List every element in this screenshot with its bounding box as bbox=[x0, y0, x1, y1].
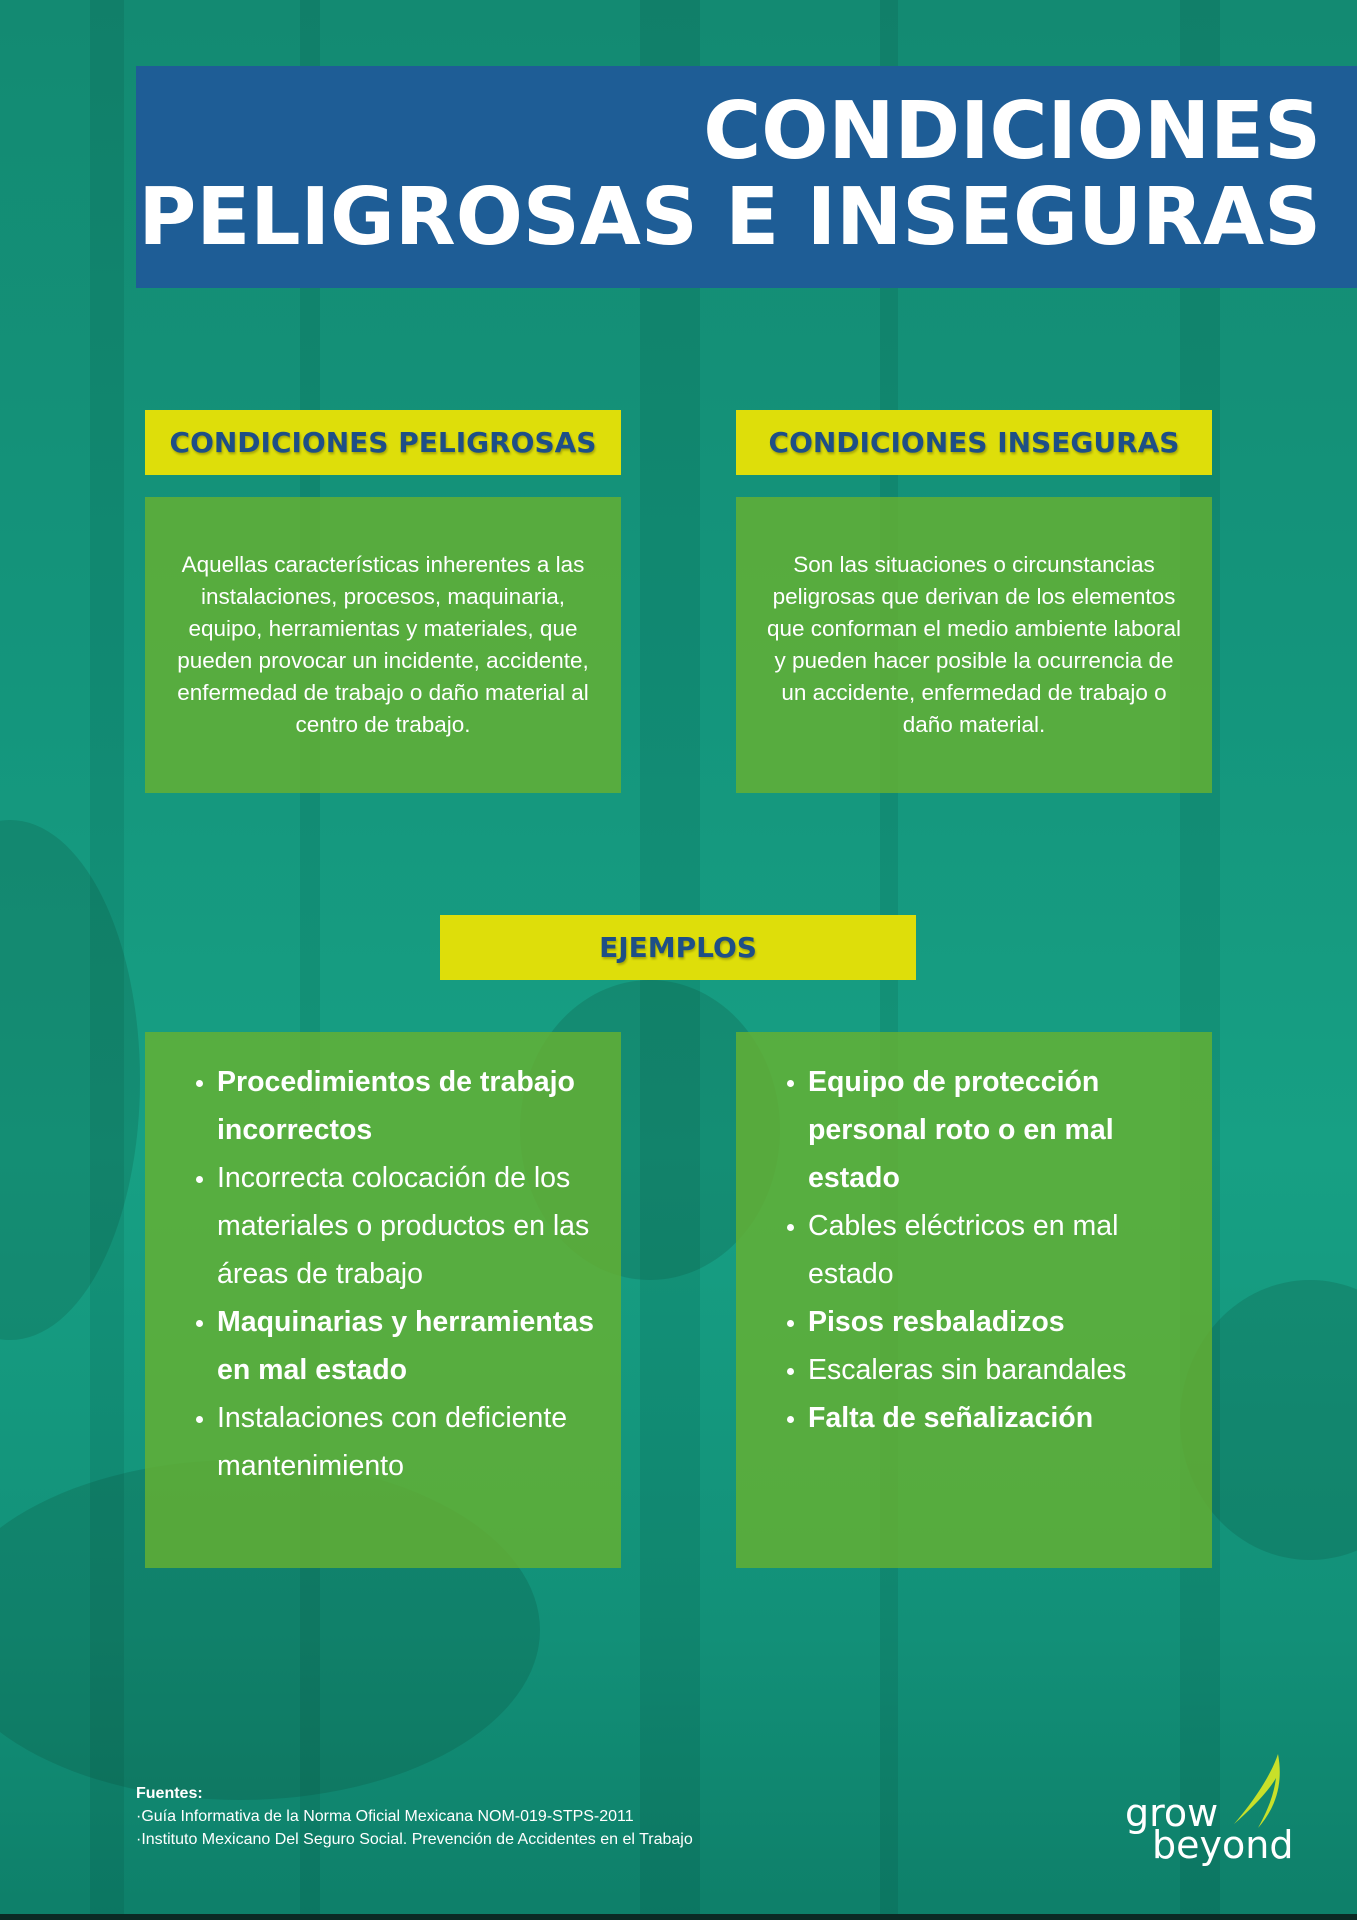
leaf-brush-icon bbox=[1228, 1752, 1288, 1832]
example-item: • Falta de señalización bbox=[808, 1394, 1202, 1442]
definition-peligrosas bbox=[145, 497, 621, 793]
examples-inseguras-list bbox=[776, 1058, 1202, 1442]
examples-peligrosas bbox=[145, 1032, 621, 1568]
sources-title: Fuentes: bbox=[136, 1785, 203, 1802]
example-item: • Escaleras sin barandales bbox=[808, 1346, 1202, 1394]
title-line-2: PELIGROSAS E INSEGURAS bbox=[138, 171, 1321, 263]
sources bbox=[136, 1782, 693, 1851]
example-item: • Procedimientos de trabajo incorrectos bbox=[217, 1058, 611, 1154]
logo-text-beyond: beyond bbox=[1152, 1823, 1294, 1867]
source-item: ·Instituto Mexicano Del Seguro Social. Prevención de Accidentes en el Trabajo bbox=[136, 1831, 693, 1848]
examples-inseguras bbox=[736, 1032, 1212, 1568]
label-ejemplos-text: EJEMPLOS bbox=[599, 931, 757, 964]
grow-beyond-logo bbox=[1120, 1752, 1294, 1867]
example-item: • Cables eléctricos en mal estado bbox=[808, 1202, 1202, 1298]
definition-peligrosas-text: Aquellas características inherentes a las instalaciones, procesos, maquinaria, equipo, herramientas y materiales, que pueden provocar un incidente, accidente, enfermedad de trabajo o daño material al centro de trabajo. bbox=[177, 552, 589, 737]
source-item: ·Guía Informativa de la Norma Oficial Mexicana NOM-019-STPS-2011 bbox=[136, 1808, 634, 1825]
example-item: • Instalaciones con deficiente mantenimiento bbox=[217, 1394, 611, 1490]
label-peligrosas bbox=[145, 410, 621, 475]
definition-inseguras-text: Son las situaciones o circunstancias peligrosas que derivan de los elementos que conforman el medio ambiente laboral y pueden hacer posible la ocurrencia de un accidente, enfermedad de trabajo o daño material. bbox=[767, 552, 1181, 737]
definition-inseguras bbox=[736, 497, 1212, 793]
title-line-1: CONDICIONES bbox=[703, 85, 1321, 177]
example-item: • Equipo de protección personal roto o en mal estado bbox=[808, 1058, 1202, 1202]
bottom-strip bbox=[0, 1914, 1357, 1920]
logo-text-grow: grow bbox=[1125, 1791, 1219, 1835]
label-ejemplos bbox=[440, 915, 916, 980]
example-item: • Pisos resbaladizos bbox=[808, 1298, 1202, 1346]
page-title bbox=[138, 85, 1321, 263]
label-inseguras-text: CONDICIONES INSEGURAS bbox=[768, 426, 1180, 459]
label-inseguras bbox=[736, 410, 1212, 475]
examples-peligrosas-list bbox=[185, 1058, 611, 1490]
example-item: • Incorrecta colocación de los materiales o productos en las áreas de trabajo bbox=[217, 1154, 611, 1298]
label-peligrosas-text: CONDICIONES PELIGROSAS bbox=[169, 426, 597, 459]
example-item: • Maquinarias y herramientas en mal estado bbox=[217, 1298, 611, 1394]
title-band bbox=[136, 66, 1357, 288]
